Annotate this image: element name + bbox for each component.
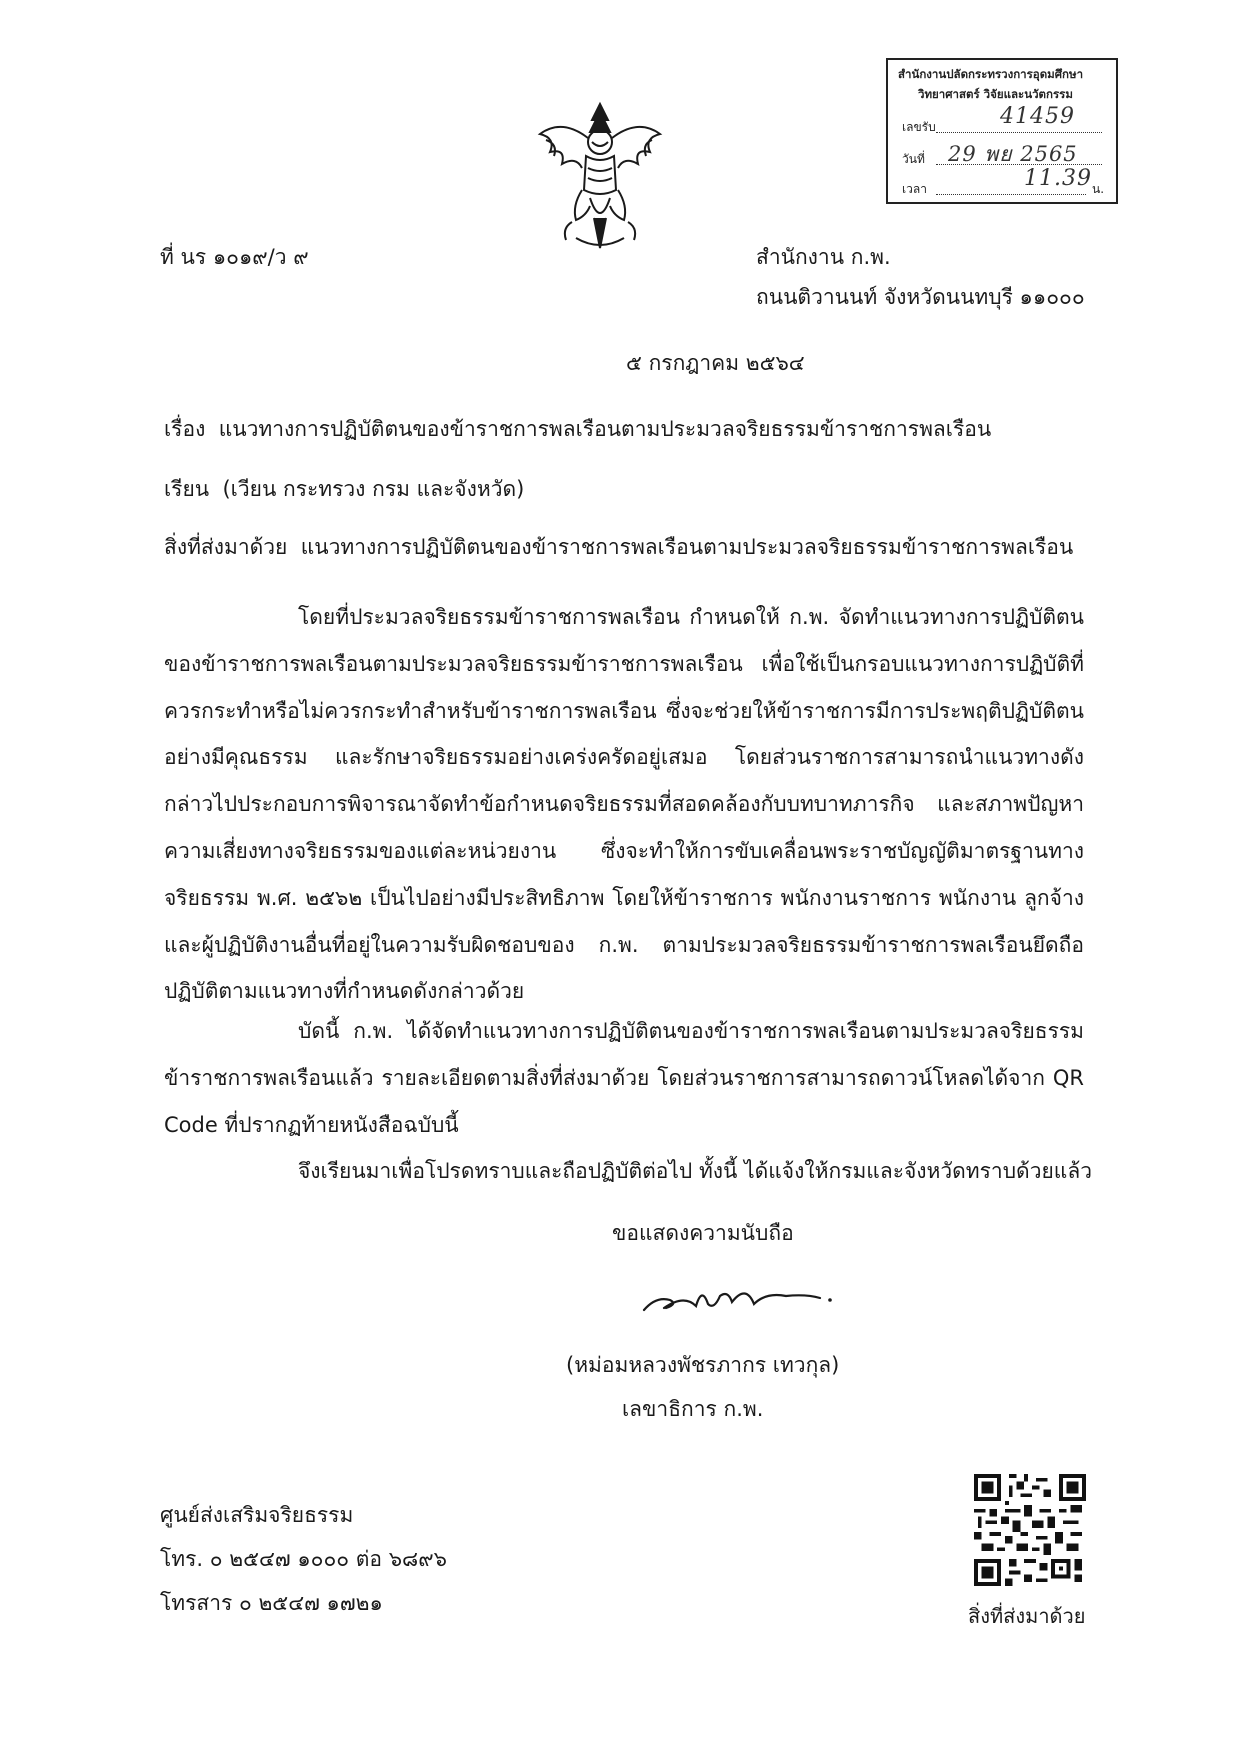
body-paragraph-1-text: โดยที่ประมวลจริยธรรมข้าราชการพลเรือน กำหนดให้ ก.พ. จัดทำแนวทางการปฏิบัติตนของข้าราชการพลเรือนตามประมวลจริยธรรมข้าราชการพลเรือน เพื่อใช้เป็นกรอบแนวทางการปฏิบัติที่ควรกระทำหรือไม่ควรกระทำสำหรับข้าราชการพลเรือน ซึ่งจะช่วยให้ข้าราชการมีการประพฤติปฏิบัติตนอย่างมีคุณธรรม และรักษาจริยธรรมอย่างเคร่งครัดอยู่เสมอ โดยส่วนราชการสามารถนำแนวทางดังกล่าวไปประกอบการพิจารณาจัดทำข้อกำหนดจริยธรรมที่สอดคล้องกับบทบาทภารกิจ และสภาพปัญหาความเสี่ยงทางจริยธรรมของแต่ละหน่วยงาน ซึ่งจะทำให้การขับเคลื่อนพระราชบัญญัติมาตรฐานทางจริยธรรม พ.ศ. ๒๕๖๒ เป็นไปอย่างมีประสิทธิภาพ โดยให้ข้าราชการ พนักงานราชการ พนักงาน ลูกจ้าง และผู้ปฏิบัติงานอื่นที่อยู่ในความรับผิดชอบของ ก.พ. ตามประมวลจริยธรรมข้าราชการพลเรือนยึดถือปฏิบัติตามแนวทางที่กำหนดดังกล่าวด้วย xyxy=(164,605,1084,1004)
stamp-time-suffix: น. xyxy=(1092,182,1105,196)
body-paragraph-2 xyxy=(164,1008,1084,1148)
stamp-office-line1: สำนักงานปลัดกระทรวงการอุดมศึกษา xyxy=(898,67,1084,81)
letter-date: ๕ กรกฎาคม ๒๕๖๔ xyxy=(626,351,805,375)
qr-caption: สิ่งที่ส่งมาด้วย xyxy=(968,1604,1086,1628)
agency-address: ถนนติวานนท์ จังหวัดนนทบุรี ๑๑๐๐๐ xyxy=(756,285,1085,309)
addressee-line xyxy=(164,474,524,504)
addressee-label: เรียน xyxy=(164,477,210,501)
contact-phone: โทร. ๐ ๒๕๔๗ ๑๐๐๐ ต่อ ๖๘๙๖ xyxy=(160,1547,447,1571)
signer-name: (หม่อมหลวงพัชรภากร เทวกุล) xyxy=(566,1353,840,1377)
stamp-date: 29 พย 2565 xyxy=(948,142,1078,166)
garuda-emblem-icon xyxy=(532,98,668,254)
stamp-dotted-line xyxy=(936,194,1086,195)
subject-text: แนวทางการปฏิบัติตนของข้าราชการพลเรือนตามประมวลจริยธรรมข้าราชการพลเรือน xyxy=(218,417,992,441)
signature xyxy=(636,1266,836,1322)
qr-code[interactable] xyxy=(974,1474,1086,1586)
body-paragraph-2-text: บัดนี้ ก.พ. ได้จัดทำแนวทางการปฏิบัติตนของข้าราชการพลเรือนตามประมวลจริยธรรมข้าราชการพลเรือนแล้ว รายละเอียดตามสิ่งที่ส่งมาด้วย โดยส่วนราชการสามารถดาวน์โหลดได้จาก QR Code ที่ปรากฏท้ายหนังสือฉบับนี้ xyxy=(164,1019,1084,1137)
stamp-time: 11.39 xyxy=(1024,166,1092,191)
contact-unit: ศูนย์ส่งเสริมจริยธรรม xyxy=(160,1503,354,1527)
body-paragraph-3 xyxy=(164,1148,1092,1195)
stamp-receive-no-label: เลขรับ xyxy=(902,120,936,134)
reference-number: ที่ นร ๑๐๑๙/ว ๙ xyxy=(160,245,309,269)
enclosure-line xyxy=(164,532,1073,562)
enclosure-text: แนวทางการปฏิบัติตนของข้าราชการพลเรือนตามประมวลจริยธรรมข้าราชการพลเรือน xyxy=(300,535,1074,559)
closing-salutation: ขอแสดงความนับถือ xyxy=(612,1221,794,1245)
receipt-stamp xyxy=(886,58,1118,204)
issuing-agency: สำนักงาน ก.พ. xyxy=(756,245,891,269)
enclosure-label: สิ่งที่ส่งมาด้วย xyxy=(164,535,288,559)
stamp-office-line2: วิทยาศาสตร์ วิจัยและนวัตกรรม xyxy=(918,87,1073,101)
subject-line xyxy=(164,414,991,444)
stamp-receive-no: 41459 xyxy=(1000,104,1075,129)
body-paragraph-3-text: จึงเรียนมาเพื่อโปรดทราบและถือปฏิบัติต่อไป ทั้งนี้ ได้แจ้งให้กรมและจังหวัดทราบด้วยแล้ว xyxy=(298,1159,1092,1183)
body-paragraph-1 xyxy=(164,594,1084,1015)
stamp-date-label: วันที่ xyxy=(902,152,925,166)
stamp-dotted-line xyxy=(936,132,1102,133)
stamp-time-label: เวลา xyxy=(902,182,927,196)
signer-title: เลขาธิการ ก.พ. xyxy=(622,1397,764,1421)
subject-label: เรื่อง xyxy=(164,417,206,441)
addressee-text: (เวียน กระทรวง กรม และจังหวัด) xyxy=(222,477,525,501)
contact-fax: โทรสาร ๐ ๒๕๔๗ ๑๗๒๑ xyxy=(160,1591,383,1615)
